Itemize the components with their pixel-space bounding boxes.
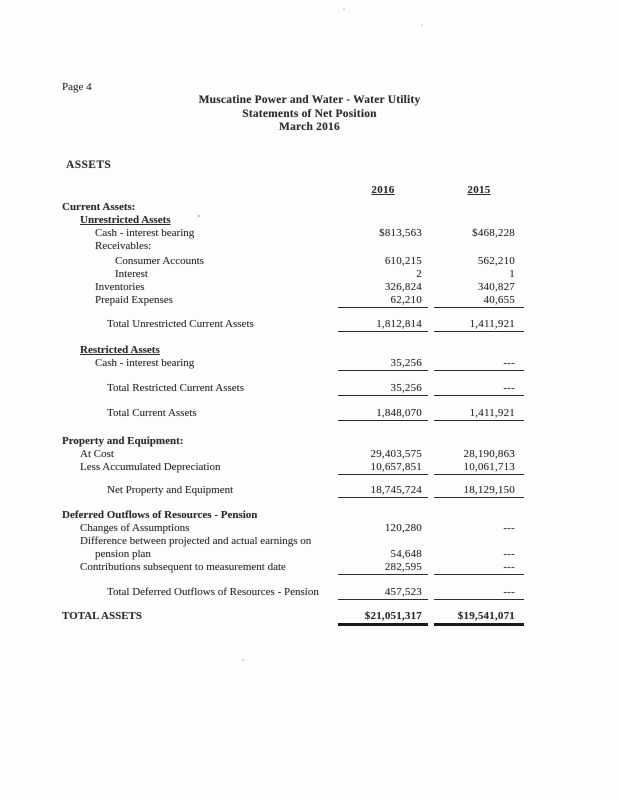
row-label-text: Net Property and Equipment <box>107 484 234 496</box>
column-header-2016: 2016 <box>371 184 395 196</box>
value-2016: 35,256 <box>338 357 428 371</box>
row-label-text: Inventories <box>95 281 145 293</box>
statement-row <box>62 586 524 600</box>
value-2015 <box>434 509 524 522</box>
row-label <box>62 344 338 357</box>
row-label <box>62 610 338 626</box>
document-title: Muscatine Power and Water - Water Utility <box>198 94 421 106</box>
statement-row <box>62 484 524 498</box>
row-label-text: Deferred Outflows of Resources - Pension <box>62 509 258 521</box>
value-2015: 340,827 <box>477 281 515 293</box>
value-2015: --- <box>503 548 515 560</box>
row-label <box>62 294 338 308</box>
statement-row <box>62 610 524 626</box>
scan-speck <box>242 659 244 661</box>
row-label <box>62 407 338 421</box>
row-label <box>62 240 338 253</box>
statement-row <box>62 201 524 214</box>
statement-row <box>62 318 524 332</box>
scan-speck <box>343 8 345 10</box>
row-label <box>62 255 338 268</box>
value-2016 <box>338 435 428 448</box>
value-2016: $813,563 <box>379 227 422 239</box>
statement-row <box>62 522 524 535</box>
row-label <box>62 522 338 535</box>
row-label-text: Interest <box>115 268 148 280</box>
value-2015: --- <box>503 522 515 534</box>
value-2015: 40,655 <box>434 294 524 308</box>
statement-row <box>62 294 524 308</box>
value-2016: 54,648 <box>390 548 422 560</box>
statement-row <box>62 548 524 561</box>
row-label-text: Total Unrestricted Current Assets <box>107 318 254 330</box>
row-label <box>62 484 338 498</box>
value-2015: 1,411,921 <box>434 318 524 332</box>
value-2015: --- <box>434 357 524 371</box>
row-label <box>62 461 338 475</box>
row-label <box>62 535 338 548</box>
statement-row <box>62 240 524 253</box>
value-2016 <box>338 344 428 357</box>
value-2016 <box>338 214 428 227</box>
row-label-text: Consumer Accounts <box>115 255 204 267</box>
scan-speck <box>198 215 200 217</box>
row-label <box>62 586 338 600</box>
row-label <box>62 214 338 227</box>
value-2016: 2 <box>416 268 422 280</box>
value-2015: 10,061,713 <box>434 461 524 475</box>
statement-row <box>62 435 524 448</box>
page-number: Page 4 <box>62 81 92 93</box>
row-label <box>62 318 338 332</box>
value-2015 <box>434 240 524 253</box>
value-2015 <box>434 201 524 214</box>
value-2016: 610,215 <box>384 255 422 267</box>
value-2015: 28,190,863 <box>463 448 515 460</box>
row-label <box>62 561 338 575</box>
value-2015: 562,210 <box>477 255 515 267</box>
column-header-2015: 2015 <box>467 184 491 196</box>
row-label <box>62 548 338 561</box>
value-2015 <box>434 214 524 227</box>
row-label-text: TOTAL ASSETS <box>62 610 143 622</box>
value-2016: 10,657,851 <box>338 461 428 475</box>
value-2015 <box>434 535 524 548</box>
value-2016 <box>338 240 428 253</box>
statement-row <box>62 407 524 421</box>
row-label <box>62 201 338 214</box>
row-label-text: Prepaid Expenses <box>95 294 173 306</box>
row-label <box>62 509 338 522</box>
value-2015: $19,541,071 <box>434 610 524 626</box>
statement-row <box>62 461 524 475</box>
row-label <box>62 435 338 448</box>
value-2015: 1,411,921 <box>434 407 524 421</box>
row-label-text: Current Assets: <box>62 201 136 213</box>
row-label-text: Total Deferred Outflows of Resources - Pension <box>107 586 319 598</box>
row-label <box>62 448 338 461</box>
statement-row <box>62 535 524 548</box>
row-label <box>62 227 338 240</box>
value-2016: 18,745,724 <box>338 484 428 498</box>
statement-row <box>62 344 524 357</box>
row-label-text: Difference between projected and actual earnings on <box>80 535 312 547</box>
statement-row <box>62 357 524 371</box>
document-date: March 2016 <box>279 121 340 133</box>
row-label-text: pension plan <box>95 548 151 560</box>
value-2016: $21,051,317 <box>338 610 428 626</box>
row-label-text: At Cost <box>80 448 114 460</box>
row-label <box>62 357 338 371</box>
value-2015: $468,228 <box>472 227 515 239</box>
value-2015: --- <box>434 382 524 396</box>
value-2016: 1,812,814 <box>338 318 428 332</box>
row-label-text: Cash - interest bearing <box>95 357 195 369</box>
row-label-text: Restricted Assets <box>80 344 160 356</box>
document-subtitle: Statements of Net Position <box>242 107 377 120</box>
value-2016: 1,848,070 <box>338 407 428 421</box>
value-2016 <box>338 535 428 548</box>
value-2015 <box>434 344 524 357</box>
statement-row <box>62 281 524 294</box>
column-header-spacer <box>62 184 338 196</box>
value-2016 <box>338 509 428 522</box>
row-label <box>62 268 338 281</box>
value-2016: 62,210 <box>338 294 428 308</box>
statement-row <box>62 509 524 522</box>
row-label-text: Changes of Assumptions <box>80 522 190 534</box>
value-2016: 326,824 <box>384 281 422 293</box>
row-label-text: Total Current Assets <box>107 407 197 419</box>
statement-row <box>62 561 524 575</box>
statement-row <box>62 268 524 281</box>
value-2016: 35,256 <box>338 382 428 396</box>
scan-speck <box>421 24 423 26</box>
document-header <box>0 94 619 135</box>
year-column-headers <box>62 184 524 196</box>
value-2015: --- <box>434 561 524 575</box>
value-2015: 18,129,150 <box>434 484 524 498</box>
statement-rows <box>62 201 524 626</box>
value-2016: 29,403,575 <box>370 448 422 460</box>
statement-row <box>62 448 524 461</box>
statement-row <box>62 255 524 268</box>
row-label-text: Total Restricted Current Assets <box>107 382 245 394</box>
row-label-text: Receivables: <box>95 240 152 252</box>
row-label <box>62 382 338 396</box>
value-2015: 1 <box>509 268 515 280</box>
value-2015 <box>434 435 524 448</box>
value-2015: --- <box>434 586 524 600</box>
row-label-text: Less Accumulated Depreciation <box>80 461 221 473</box>
value-2016: 120,280 <box>384 522 422 534</box>
statement-row <box>62 227 524 240</box>
row-label-text: Unrestricted Assets <box>80 214 171 226</box>
section-heading-assets: ASSETS <box>66 159 112 171</box>
value-2016: 282,595 <box>338 561 428 575</box>
value-2016 <box>338 201 428 214</box>
statement-row <box>62 382 524 396</box>
row-label-text: Property and Equipment: <box>62 435 184 447</box>
row-label-text: Contributions subsequent to measurement date <box>80 561 286 573</box>
statement-row <box>62 214 524 227</box>
row-label-text: Cash - interest bearing <box>95 227 195 239</box>
value-2016: 457,523 <box>338 586 428 600</box>
row-label <box>62 281 338 294</box>
